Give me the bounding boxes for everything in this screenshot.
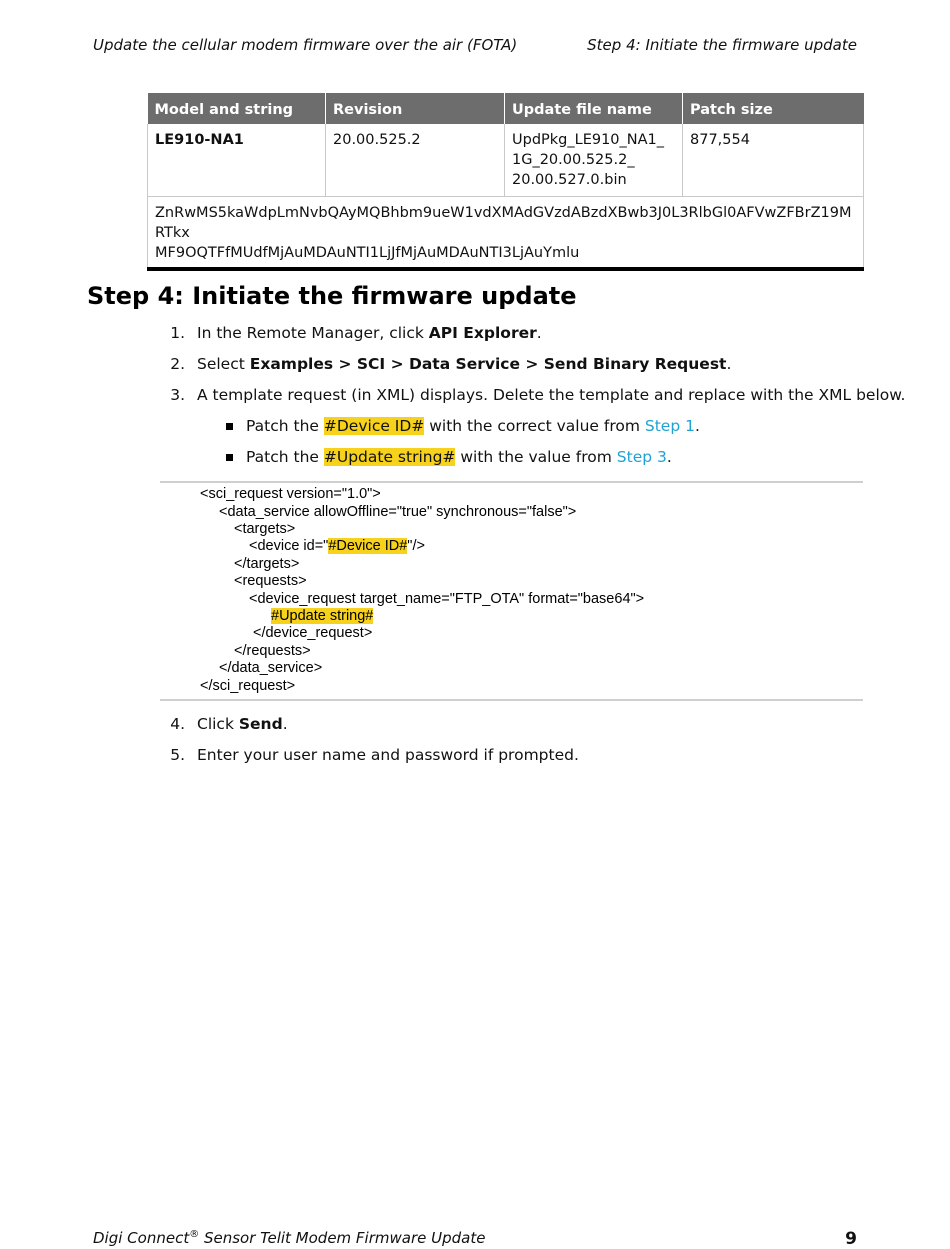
step-text-plain: In the Remote Manager, click bbox=[197, 324, 429, 342]
step-text bbox=[197, 324, 542, 342]
highlight-device-id: #Device ID# bbox=[323, 417, 425, 435]
cell-revision: 20.00.525.2 bbox=[326, 124, 505, 197]
bullet-text-plain: Patch the bbox=[246, 417, 324, 435]
col-header-file: Update file name bbox=[505, 93, 683, 124]
page-number: 9 bbox=[845, 1229, 857, 1249]
step-text-plain: . bbox=[282, 715, 288, 733]
file-name-line: 20.00.527.0.bin bbox=[512, 172, 627, 188]
step-text bbox=[197, 715, 288, 733]
step-text-plain: . bbox=[536, 324, 542, 342]
code-line: <requests> bbox=[234, 573, 307, 589]
footer-text: Digi Connect bbox=[93, 1229, 190, 1247]
step-number: 2. bbox=[170, 355, 185, 373]
col-header-model: Model and string bbox=[148, 93, 326, 124]
square-bullet-icon bbox=[226, 454, 233, 461]
footer-text: Sensor Telit Modem Firmware Update bbox=[199, 1229, 486, 1247]
step-number: 3. bbox=[170, 386, 185, 404]
table-header-row bbox=[148, 93, 864, 124]
update-string-line: ZnRwMS5kaWdpLmNvbQAyMQBhbm9ueW1vdXMAdGVzdABzdXBwb3J0L3RlbGl0AFVwZFBrZ19MRTkx bbox=[155, 205, 852, 241]
bullet-text bbox=[246, 448, 672, 466]
code-line: <targets> bbox=[234, 521, 296, 537]
step-text: A template request (in XML) displays. Delete the template and replace with the XML below. bbox=[197, 386, 906, 404]
cell-patch-size: 877,554 bbox=[683, 124, 864, 197]
bullet-text bbox=[246, 417, 700, 435]
bullet-text-plain: . bbox=[666, 448, 672, 466]
code-text: <device id=" bbox=[249, 538, 329, 554]
link-step-3[interactable]: Step 3 bbox=[616, 448, 667, 466]
code-highlight-device-id: #Device ID# bbox=[328, 538, 408, 554]
col-header-revision: Revision bbox=[326, 93, 505, 124]
code-line: </targets> bbox=[234, 556, 300, 572]
code-line: <device_request target_name="FTP_OTA" format="base64"> bbox=[249, 591, 645, 607]
cell-update-string bbox=[148, 197, 864, 270]
step-text bbox=[197, 355, 731, 373]
code-line: <data_service allowOffline="true" synchronous="false"> bbox=[219, 504, 577, 520]
bullet-text-plain: with the correct value from bbox=[424, 417, 645, 435]
code-text: "/> bbox=[407, 538, 425, 554]
ui-label-send: Send bbox=[238, 715, 283, 733]
bullet-text-plain: with the value from bbox=[455, 448, 617, 466]
ui-path-send-binary-request: Examples > SCI > Data Service > Send Binary Request bbox=[249, 355, 727, 373]
code-line: </sci_request> bbox=[200, 678, 296, 694]
update-string-line: MF9OQTFfMUdfMjAuMDAuNTI1LjJfMjAuMDAuNTI3LjAuYmlu bbox=[155, 245, 580, 261]
code-line: <sci_request version="1.0"> bbox=[200, 486, 381, 502]
col-header-patch-size: Patch size bbox=[683, 93, 864, 124]
cell-file-name bbox=[505, 124, 683, 197]
step-text-plain: Select bbox=[197, 355, 250, 373]
bullet-text-plain: . bbox=[694, 417, 700, 435]
file-name-line: UpdPkg_LE910_NA1_ bbox=[512, 132, 665, 148]
running-header-title: Update the cellular modem firmware over the air (FOTA) bbox=[93, 36, 518, 54]
code-line bbox=[271, 608, 373, 624]
registered-mark: ® bbox=[189, 1229, 200, 1240]
square-bullet-icon bbox=[226, 423, 233, 430]
code-line: </requests> bbox=[234, 643, 311, 659]
highlight-update-string: #Update string# bbox=[323, 448, 456, 466]
code-line bbox=[249, 538, 425, 554]
firmware-table bbox=[147, 93, 864, 271]
table-row-update-string bbox=[148, 197, 864, 270]
step-number: 5. bbox=[170, 746, 185, 764]
code-line: </device_request> bbox=[253, 625, 373, 641]
code-line: </data_service> bbox=[219, 660, 323, 676]
step-number: 1. bbox=[170, 324, 185, 342]
code-highlight-update-string: #Update string# bbox=[271, 608, 374, 624]
section-title: Step 4: Initiate the firmware update bbox=[87, 282, 577, 310]
ui-label-api-explorer: API Explorer bbox=[428, 324, 537, 342]
step-text: Enter your user name and password if prompted. bbox=[197, 746, 579, 764]
step-number: 4. bbox=[170, 715, 185, 733]
bullet-text-plain: Patch the bbox=[246, 448, 324, 466]
cell-model: LE910-NA1 bbox=[148, 124, 326, 197]
link-step-1[interactable]: Step 1 bbox=[644, 417, 695, 435]
step-text-plain: . bbox=[726, 355, 732, 373]
step-text-plain: Click bbox=[197, 715, 239, 733]
file-name-line: 1G_20.00.525.2_ bbox=[512, 152, 635, 168]
table-row bbox=[148, 124, 864, 197]
footer-title bbox=[93, 1229, 485, 1247]
running-header-section: Step 4: Initiate the firmware update bbox=[587, 36, 857, 54]
